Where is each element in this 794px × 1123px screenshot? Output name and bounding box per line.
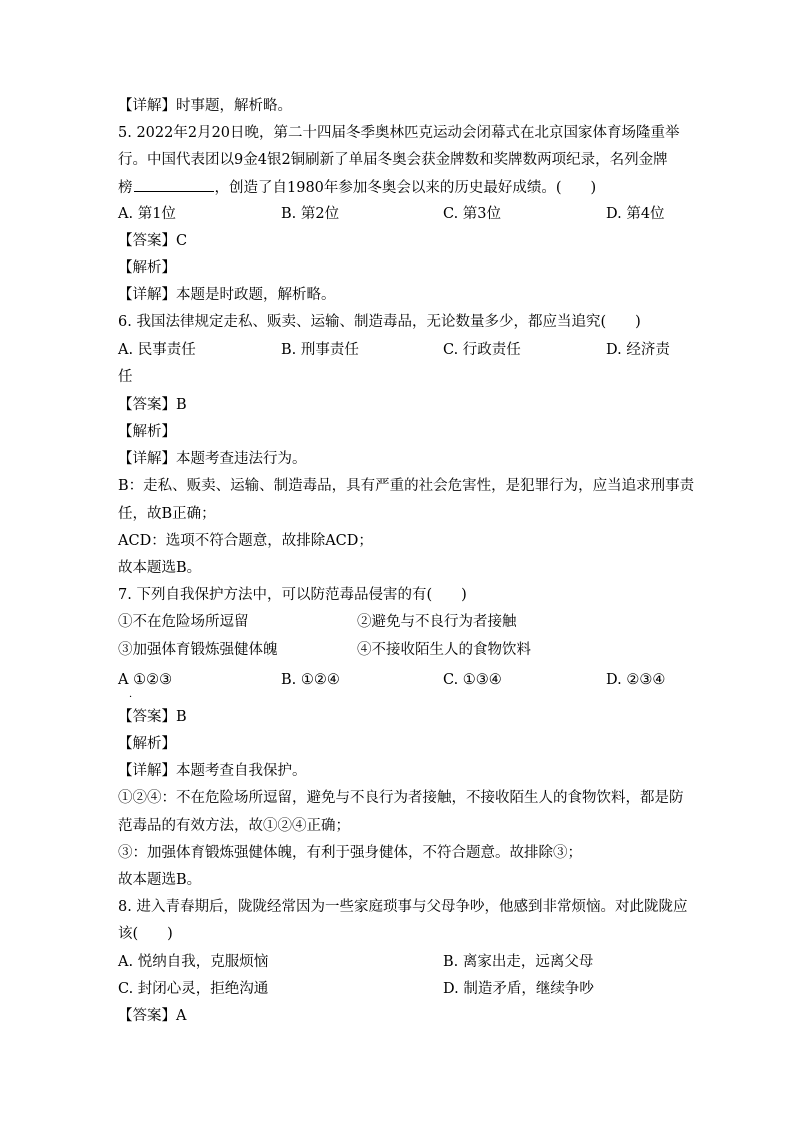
q5-stem-line3	[118, 177, 596, 197]
q6-analysis: 【解析】	[118, 424, 176, 440]
q7-statement-2: ②避免与不良行为者接触	[357, 614, 517, 630]
q7-exp-line4: 故本题选B。	[118, 872, 202, 888]
q6-answer: 【答案】B	[118, 397, 187, 413]
q8-option-d: D. 制造矛盾，继续争吵	[443, 981, 594, 997]
q5-blank	[134, 177, 214, 192]
q5-stem-line3b: ，创造了自1980年参加冬奥会以来的历史最好成绩。( )	[214, 180, 597, 196]
q6-exp-line4: 故本题选B。	[118, 560, 202, 576]
q7-analysis: 【解析】	[118, 736, 176, 752]
q7-exp-line1: ①②④：不在危险场所逗留，避免与不良行为者接触，不接收陌生人的食物饮料，都是防	[118, 790, 684, 806]
q8-option-c: C. 封闭心灵，拒绝沟通	[118, 981, 269, 997]
q5-analysis: 【解析】	[118, 260, 176, 276]
q6-exp-line1: B：走私、贩卖、运输、制造毒品，具有严重的社会危害性，是犯罪行为，应当追求刑事责	[118, 478, 695, 494]
q5-stem-line2: 行。中国代表团以9金4银2铜刷新了单届冬奥会获金牌数和奖牌数两项纪录，名列金牌	[118, 152, 668, 168]
q8-option-b: B. 离家出走，远离父母	[443, 954, 594, 970]
q6-stem-line1: 6. 我国法律规定走私、贩卖、运输、制造毒品，无论数量多少，都应当追究( )	[118, 314, 641, 330]
q5-stem-line3a: 榜	[118, 180, 133, 196]
q5-answer: 【答案】C	[118, 233, 188, 249]
q7-option-c: C. ①③④	[443, 672, 502, 688]
stray-dot: ．	[129, 689, 139, 700]
q7-statement-4: ④不接收陌生人的食物饮料	[357, 642, 531, 658]
q5-stem-line1: 5. 2022年2月20日晚，第二十四届冬季奥林匹克运动会闭幕式在北京国家体育场隆重举	[118, 125, 680, 141]
detail-prev: 【详解】时事题，解析略。	[118, 98, 292, 114]
q6-option-d-wrap: 任	[118, 369, 133, 385]
q7-option-a: A ①②③	[118, 672, 173, 688]
q5-detail: 【详解】本题是时政题，解析略。	[118, 287, 336, 303]
q7-option-d: D. ②③④	[606, 672, 666, 688]
q7-exp-line3: ③：加强体育锻炼强健体魄，有利于强身健体，不符合题意。故排除③；	[118, 845, 582, 861]
q6-exp-line3: ACD：选项不符合题意，故排除ACD；	[118, 533, 373, 549]
q6-option-a: A. 民事责任	[118, 342, 196, 358]
q8-answer: 【答案】A	[118, 1008, 187, 1024]
q7-option-b: B. ①②④	[281, 672, 340, 688]
q7-exp-line2: 范毒品的有效方法，故①②④正确；	[118, 818, 350, 834]
q7-stem: 7. 下列自我保护方法中，可以防范毒品侵害的有( )	[118, 587, 467, 603]
q6-detail: 【详解】本题考查违法行为。	[118, 451, 307, 467]
q7-statement-3: ③加强体育锻炼强健体魄	[118, 642, 278, 658]
q5-option-d: D. 第4位	[606, 206, 665, 222]
q7-statement-1: ①不在危险场所逗留	[118, 614, 249, 630]
q8-stem-line1: 8. 进入青春期后，陇陇经常因为一些家庭琐事与父母争吵，他感到非常烦恼。对此陇陇应	[118, 899, 688, 915]
q8-stem-line2: 该( )	[118, 926, 173, 942]
q6-option-c: C. 行政责任	[443, 342, 521, 358]
q7-detail: 【详解】本题考查自我保护。	[118, 763, 307, 779]
q5-option-b: B. 第2位	[281, 206, 340, 222]
q5-option-c: C. 第3位	[443, 206, 502, 222]
q6-option-d: D. 经济责	[606, 342, 670, 358]
q5-option-a: A. 第1位	[118, 206, 176, 222]
q6-exp-line2: 任，故B正确；	[118, 506, 216, 522]
q8-option-a: A. 悦纳自我，克服烦恼	[118, 954, 269, 970]
q7-answer: 【答案】B	[118, 709, 187, 725]
q6-option-b: B. 刑事责任	[281, 342, 359, 358]
